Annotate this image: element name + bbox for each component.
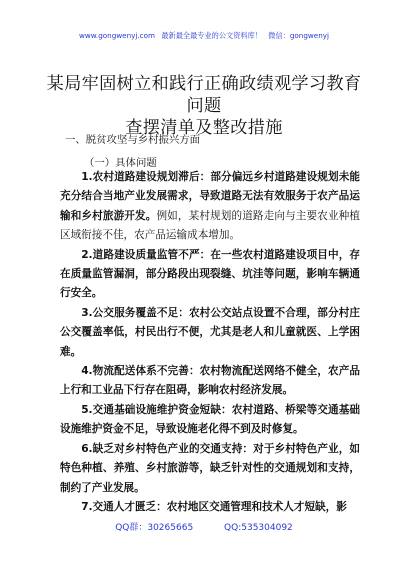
- paragraph-lead: 3.公交服务覆盖不足：: [81, 306, 189, 319]
- site-link[interactable]: www.gongwenyj.com: [78, 31, 156, 40]
- paragraph-7: [60, 498, 360, 517]
- paragraph-bold-text: 农村物流配送网络不健全，农产品上行和工业品下行存在阻碍，影响农村经济发展。: [60, 365, 360, 397]
- paragraph-bold-text: 对于乡村特色产业，如特色种植、养殖、乡村旅游等，缺乏针对性的交通规划和支持，制约了产业发展。: [60, 442, 360, 494]
- paragraph-3: [60, 304, 360, 362]
- document-body: [60, 168, 360, 517]
- paragraph-lead: 6.缺乏对乡村特色产业的交通支持：: [81, 442, 254, 455]
- title-line-1: 某局牢固树立和践行正确政绩观学习教育问题: [46, 74, 362, 116]
- paragraph-lead: 2.道路建设质量监管不严：: [81, 248, 211, 261]
- section-heading: 一、脱贫攻坚与乡村振兴方面: [65, 134, 201, 146]
- paragraph-5: [60, 401, 360, 440]
- qq-group: QQ群：30265665: [115, 523, 194, 533]
- paragraph-1: [60, 168, 360, 246]
- paragraph-lead: 1.农村道路建设规划滞后：: [81, 171, 211, 183]
- document-title: [40, 73, 368, 139]
- paragraph-bold-text: 农村地区交通管理和技术人才短缺，影: [166, 500, 347, 513]
- paragraph-lead: 4.物流配送体系不完善：: [81, 365, 200, 378]
- page-footer: [0, 520, 408, 533]
- paragraph-4: [60, 362, 360, 401]
- paragraph-bold-text: 农村公交站点设置不合理，部分村庄公交覆盖率低，村民出行不便，尤其是老人和儿童就医、上学困难。: [60, 306, 360, 358]
- paragraph-normal-text: 例如，某村规划的道路走向与主要农业种植区域衔接不佳，农产品运输成本增加。: [60, 209, 360, 242]
- paragraph-lead: 5.交通基础设施维护资金短缺：: [81, 403, 232, 416]
- page-header: [0, 31, 408, 41]
- qq-contact: QQ:535304092: [224, 523, 293, 533]
- paragraph-2: [60, 246, 360, 304]
- header-wechat: 微信：gongwenyj: [268, 31, 330, 40]
- paragraph-lead: 7.交通人才匮乏：: [81, 500, 167, 513]
- header-tagline: 最新最全最专业的公文资料库！: [161, 31, 262, 40]
- paragraph-bold-text: 在一些农村道路建设项目中，存在质量监管漏洞，部分路段出现裂缝、坑洼等问题，影响车辆通行安全。: [60, 248, 360, 300]
- subsection-heading: （一）具体问题: [84, 157, 157, 169]
- paragraph-bold-text: 部分偏远乡村道路建设规划未能充分结合当地产业发展需求，导致道路无法有效服务于农产品运输和乡村旅游开发。: [60, 171, 360, 222]
- paragraph-bold-text: 农村道路、桥梁等交通基础设施维护资金不足，导致设施老化得不到及时修复。: [60, 403, 361, 436]
- paragraph-6: [60, 440, 360, 498]
- title-line-2: 查摆清单及整改措施: [125, 118, 283, 138]
